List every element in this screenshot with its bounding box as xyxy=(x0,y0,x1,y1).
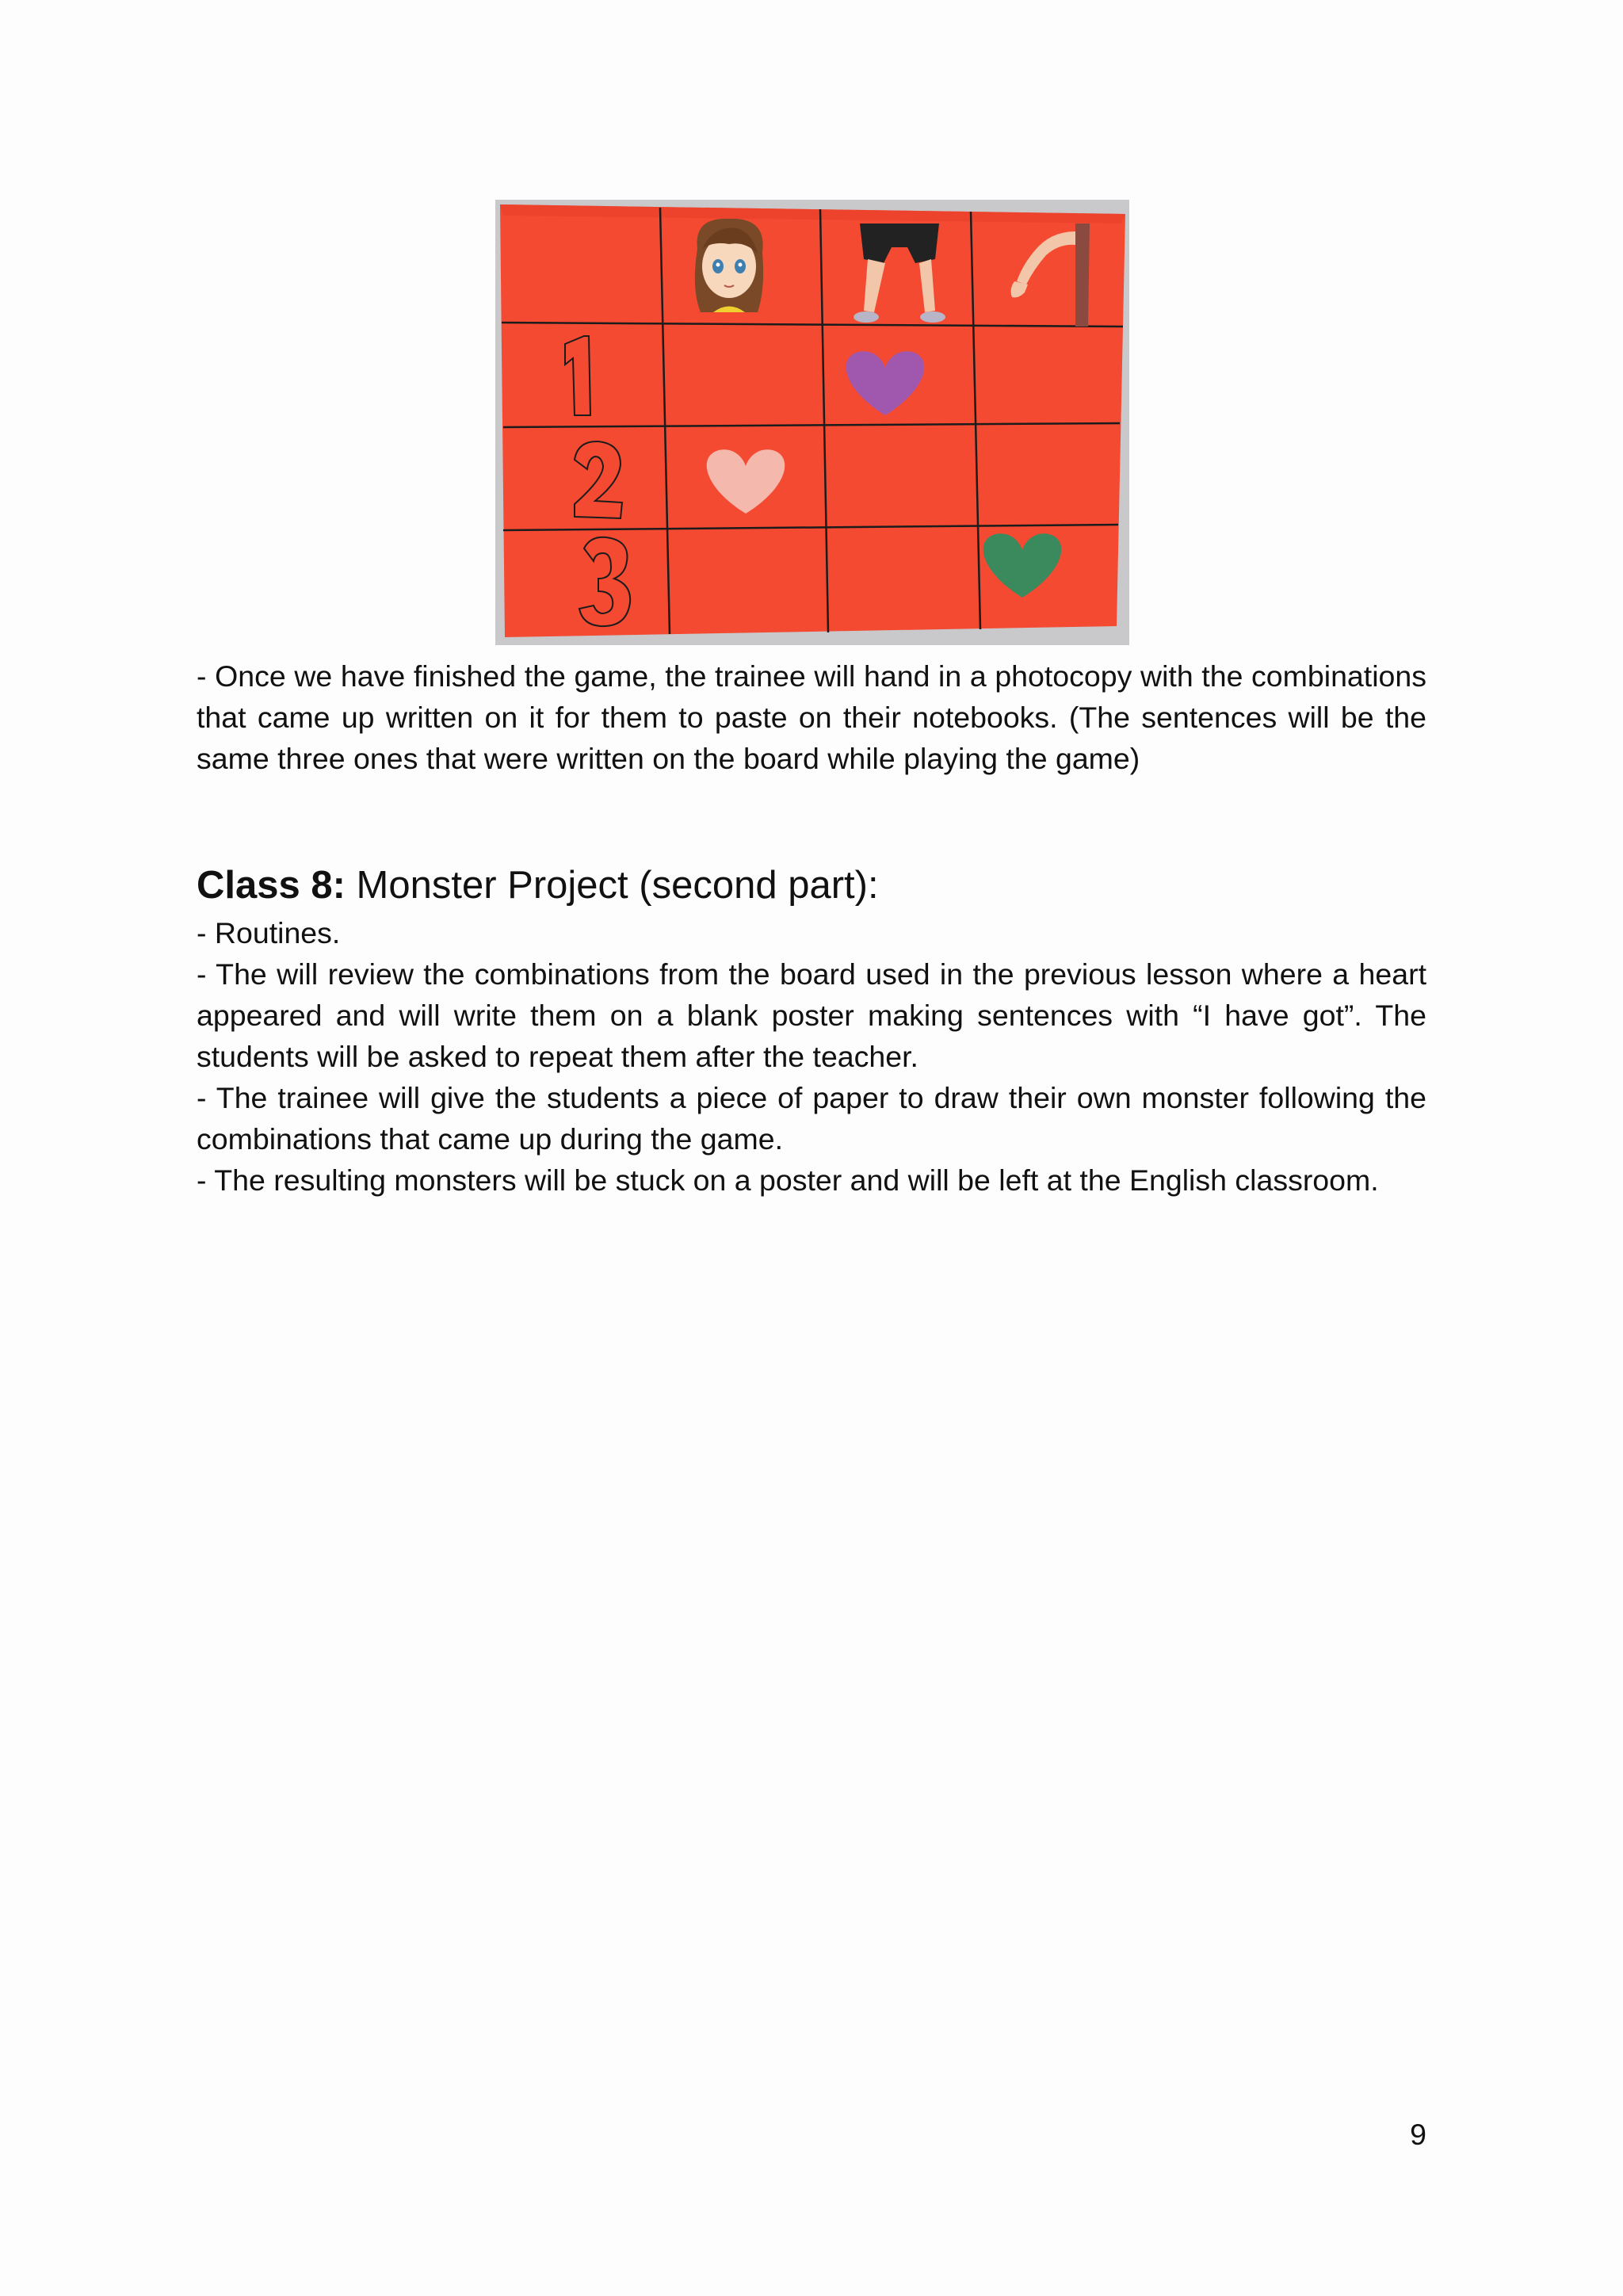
class8-item: - The trainee will give the students a piece of paper to draw their own monster following the combinations that came up during the game. xyxy=(197,1081,1426,1156)
intro-paragraph: - Once we have finished the game, the trainee will hand in a photocopy with the combinations that came up written on it for them to paste on their notebooks. (The sentences will be the same three ones that were written on the board while playing the game) xyxy=(197,659,1426,775)
class8-heading-bold: Class 8: xyxy=(197,864,346,907)
class8-item: - The resulting monsters will be stuck on a poster and will be left at the English classroom. xyxy=(197,1163,1379,1197)
class8-item: - Routines. xyxy=(197,916,341,949)
class8-items xyxy=(197,912,1426,1201)
class8-heading-title: Monster Project (second part): xyxy=(345,864,879,907)
page-number: 9 xyxy=(1410,2118,1426,2151)
girl-face-icon xyxy=(695,219,763,312)
game-board-illustration xyxy=(495,200,1129,645)
class8-heading xyxy=(197,860,879,911)
game-board-photo xyxy=(495,200,1129,645)
class8-item: - The will review the combinations from the board used in the previous lesson where a heart appeared and will write them on a blank poster making sentences with “I have got”. The students will be asked to repeat them after the teacher. xyxy=(197,957,1426,1073)
